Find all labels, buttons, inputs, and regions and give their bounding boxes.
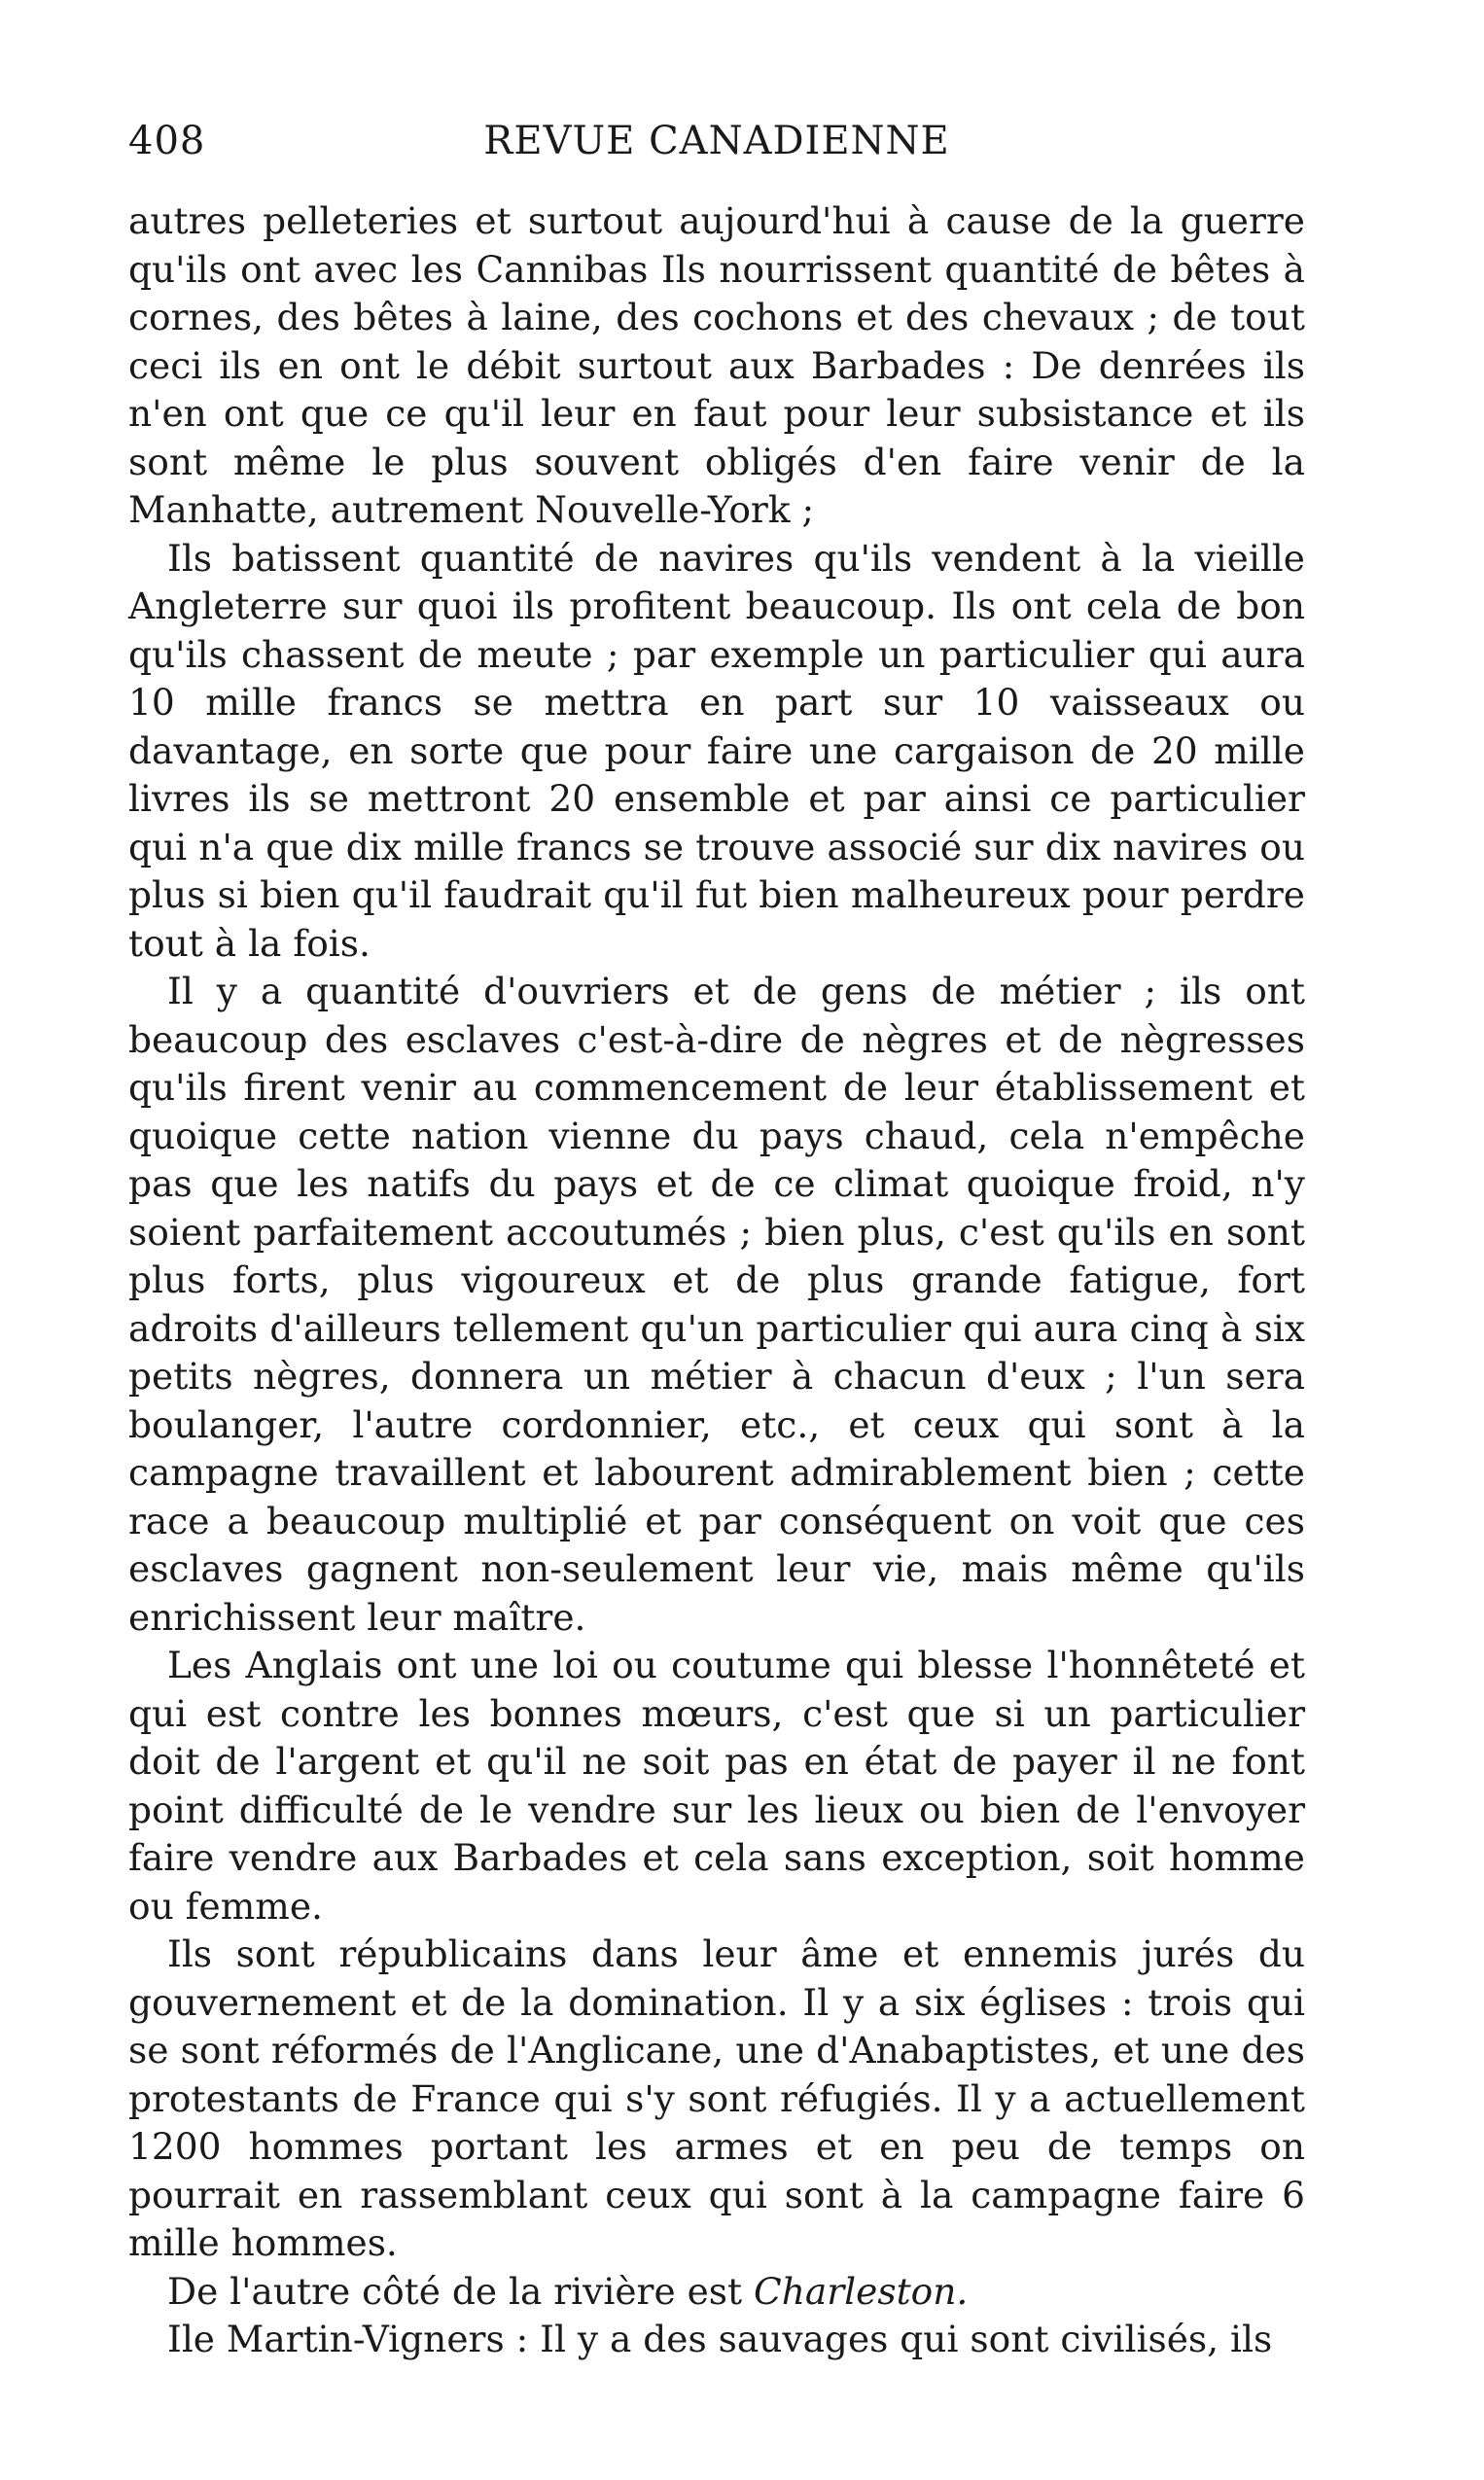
page-number: 408: [128, 119, 206, 163]
paragraph-anglais: Les Anglais ont une loi ou coutume qui blesse l'honnêteté et qui est contre les bonnes mœurs, c'est que si un particulier doit de l'argent et qu'il ne soit pas en état de payer il ne font point difficulté de le vendre sur les lieux ou bien de l'envoyer faire vendre aux Barbades et cela sans exception, soit homme ou femme.: [128, 1644, 1305, 1928]
page-header: [128, 119, 1305, 177]
paragraph-ouvriers: Il y a quantité d'ouvriers et de gens de métier ; ils ont beaucoup des esclaves c'est-à-dire de nègres et de nègresses qu'ils firent venir au commencement de leur établissement et quoique cette nation vienne du pays chaud, cela n'empêche pas que les natifs du pays et de ce climat quoique froid, n'y soient parfaitement accoutumés ; bien plus, c'est qu'ils en sont plus forts, plus vigoureux et de plus grande fatigue, fort adroits d'ailleurs tellement qu'un particulier qui aura cinq à six petits nègres, donnera un métier à chacun d'eux ; l'un sera boulanger, l'autre cordonnier, etc., et ceux qui sont à la campagne travaillent et labourent admirablement bien ; cette race a beaucoup multiplié et par conséquent on voit que ces esclaves gagnent non-seulement leur vie, mais même qu'ils enrichissent leur maître.: [128, 970, 1305, 1639]
paragraph-navires: Ils batissent quantité de navires qu'ils vendent à la vieille Angleterre sur quoi ils profitent beaucoup. Ils ont cela de bon qu'ils chassent de meute ; par exemple un particulier qui aura 10 mille francs se mettra en part sur 10 vaisseaux ou davantage, en sorte que pour faire une cargaison de 20 mille livres ils se mettront 20 ensemble et par ainsi ce particulier qui n'a que dix mille francs se trouve associé sur dix navires ou plus si bien qu'il faudrait qu'il fut bien malheureux pour perdre tout à la fois.: [128, 536, 1305, 965]
running-title: REVUE CANADIENNE: [483, 119, 950, 163]
paragraph-martin-vigners: Ile Martin-Vigners : Il y a des sauvages qui sont civilisés, ils: [167, 2318, 1273, 2360]
paragraph-charleston: [128, 2268, 1305, 2317]
body-text: [128, 197, 1305, 2364]
charleston-prefix: De l'autre côté de la rivière est: [167, 2269, 755, 2313]
paragraph-continued: autres pelleteries et surtout aujourd'hui à cause de la guerre qu'ils ont avec les Cannibas Ils nourrissent quantité de bêtes à cornes, des bêtes à laine, des cochons et des chevaux ; de tout ceci ils en ont le débit surtout aux Barbades : De denrées ils n'en ont que ce qu'il leur en faut pour leur subsistance et ils sont même le plus souvent obligés d'en faire venir de la Manhatte, autrement Nouvelle-York ;: [128, 199, 1305, 531]
paragraph-republicains: Ils sont républicains dans leur âme et ennemis jurés du gouvernement et de la domination. Il y a six églises : trois qui se sont réformés de l'Anglicane, une d'Anabaptistes, et une des protestants de France qui s'y sont réfugiés. Il y a actuellement 1200 hommes portant les armes et en peu de temps on pourrait en rassemblant ceux qui sont à la campagne faire 6 mille hommes.: [128, 1932, 1305, 2264]
charleston-place: Charleston.: [754, 2269, 969, 2313]
